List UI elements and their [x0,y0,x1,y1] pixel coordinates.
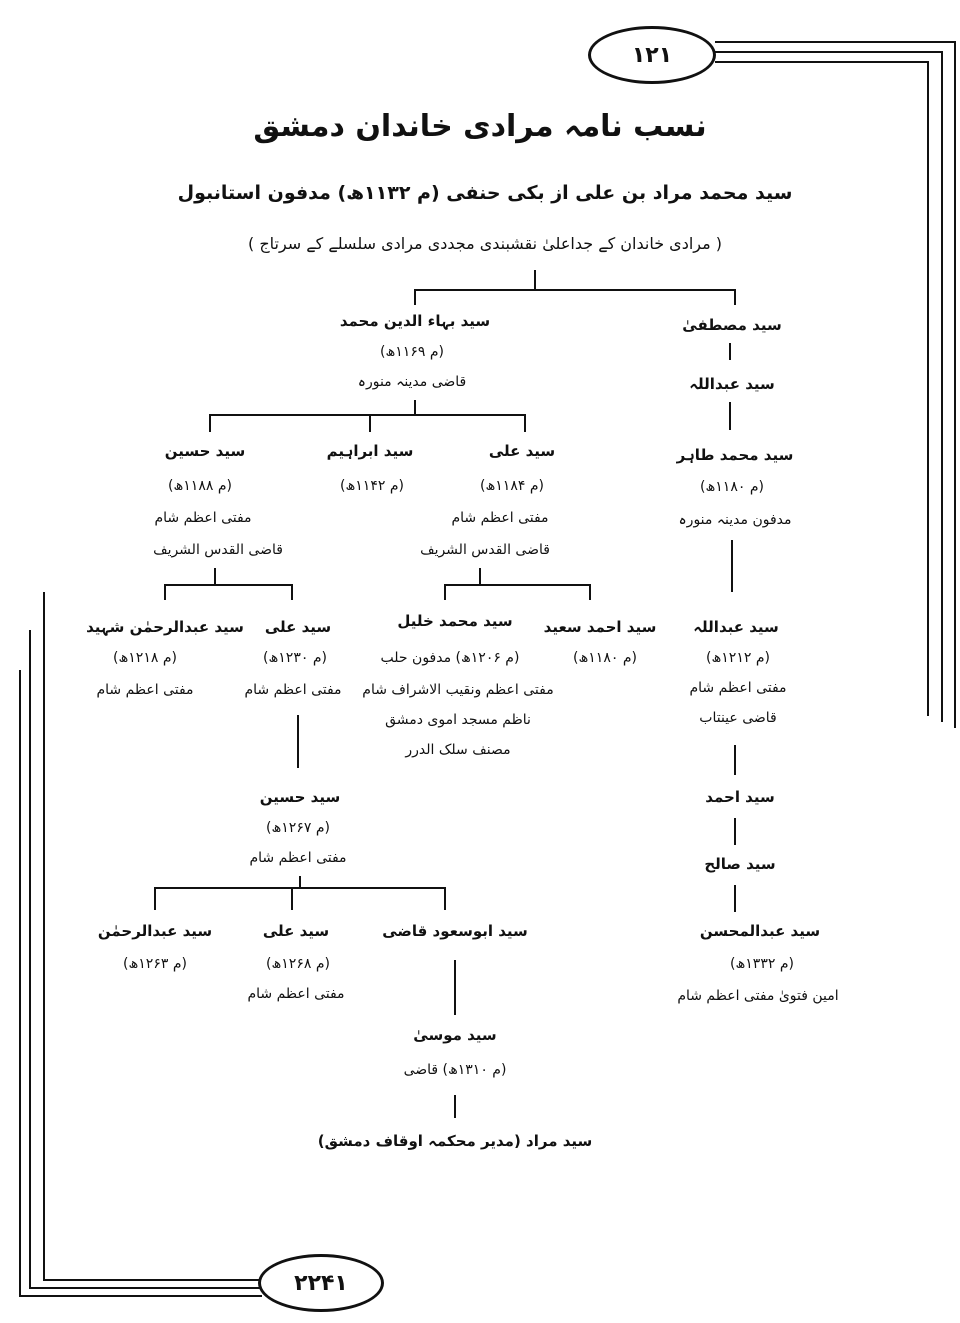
node-khalil-info1: مفتی اعظم ونقیب الاشراف شام [362,682,554,698]
node-ali3-name: سید علی [262,922,330,940]
node-khalil-death: (م ۱۲۰۶ھ) مدفون حلب [380,650,520,666]
node-ali1-info2: قاضی القدس الشریف [420,542,550,558]
node-husain1-info1: مفتی اعظم شام [154,510,252,526]
node-husain1-info2: قاضی القدس الشریف [153,542,283,558]
node-abdulmuhsin-death: (م ۱۳۳۲ھ) [730,956,794,972]
node-abdullah2-info1: مفتی اعظم شام [689,680,787,696]
page-number-bottom: ۲۲۴۱ [258,1254,384,1312]
node-murad-name: سید مراد (مدیر محکمہ اوقاف دمشق) [317,1132,593,1150]
node-ali2-name: سید علی [264,618,332,636]
node-abdulmuhsin-info: امین فتویٰ مفتی اعظم شام [677,988,839,1004]
node-salih-name: سید صالح [704,855,776,873]
node-abdulmuhsin-name: سید عبدالمحسن [699,922,821,940]
node-ali2-death: (م ۱۲۳۰ھ) [263,650,327,666]
node-abdulrahman1-death: (م ۱۲۱۸ھ) [113,650,177,666]
node-tahir-info: مدفون مدینہ منورہ [678,512,792,528]
node-husain1-death: (م ۱۱۸۸ھ) [168,478,232,494]
node-musa-death: (م ۱۳۱۰ھ) قاضی [403,1062,507,1078]
node-mustafa-name: سید مصطفیٰ [682,316,782,334]
node-ahmadsaeed-death: (م ۱۱۸۰ھ) [573,650,637,666]
node-musa-name: سید موسیٰ [413,1026,497,1044]
node-abusaud-name: سید ابوسعود قاضی [382,922,528,940]
page-subtitle: سید محمد مراد بن علی از بکی حنفی (م ۱۱۳۲ھ) مدفون استانبول [177,182,793,204]
node-abdulrahman2-death: (م ۱۲۶۳ھ) [123,956,187,972]
page-note: ( مرادی خاندان کے جداعلیٰ نقشبندی مجددی مرادی سلسلے کے سرتاج ) [247,234,723,253]
node-abdullah2-name: سید عبداللہ [693,618,779,636]
node-abdulrahman2-name: سید عبدالرحمٰن [97,922,213,940]
node-khalil-name: سید محمد خلیل [397,612,513,630]
node-husain2-info: مفتی اعظم شام [249,850,347,866]
node-ahmad-name: سید احمد [705,788,775,806]
node-baha-death: (م ۱۱۶۹ھ) [380,344,444,360]
node-husain2-name: سید حسین [259,788,341,806]
node-husain2-death: (م ۱۲۶۷ھ) [266,820,330,836]
page-number-top: ۱۲۱ [588,26,716,84]
node-khalil-info3: مصنف سلک الدرر [405,742,511,758]
node-abdullah2-info2: قاضی عینتاب [699,710,777,726]
node-ali1-info1: مفتی اعظم شام [451,510,549,526]
node-khalil-info2: ناظم مسجد اموی دمشق [385,712,531,728]
node-baha-info: قاضی مدینہ منورہ [357,374,467,390]
node-ali3-info: مفتی اعظم شام [247,986,345,1002]
node-ali1-death: (م ۱۱۸۴ھ) [480,478,544,494]
node-ali2-info: مفتی اعظم شام [244,682,342,698]
page-title: نسب نامہ مرادی خاندان دمشق [253,109,707,144]
node-ibrahim-death: (م ۱۱۴۲ھ) [340,478,404,494]
node-abdulrahman1-info: مفتی اعظم شام [96,682,194,698]
node-ibrahim-name: سید ابراہیم [326,442,414,460]
node-tahir-name: سید محمد طاہر [676,446,794,464]
node-abdulrahman1-name: سید عبدالرحمٰن شہید [86,618,244,636]
node-abdullah1-name: سید عبداللہ [689,375,775,393]
node-abdullah2-death: (م ۱۲۱۲ھ) [706,650,770,666]
node-baha-name: سید بہاء الدین محمد [339,312,491,330]
node-ali1-name: سید علی [488,442,556,460]
node-tahir-death: (م ۱۱۸۰ھ) [700,479,764,495]
node-husain1-name: سید حسین [164,442,246,460]
node-ali3-death: (م ۱۲۶۸ھ) [266,956,330,972]
node-ahmadsaeed-name: سید احمد سعید [543,618,657,636]
